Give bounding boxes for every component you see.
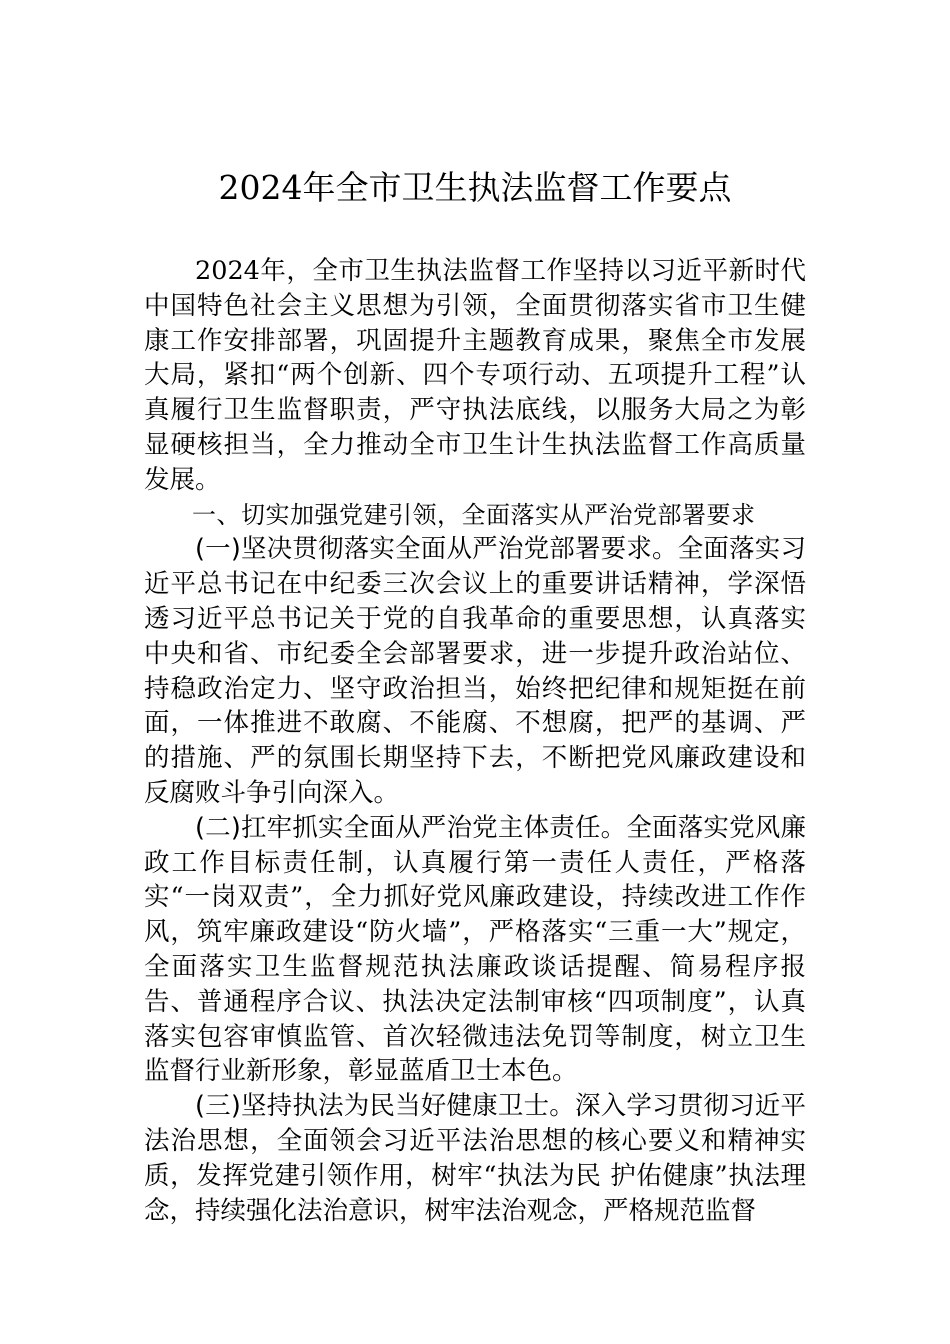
document-body (144, 254, 806, 1228)
item-paragraph-3 (144, 1089, 806, 1228)
item-lead-2: (二)扛牢抓实全面从严治党主体责任。 (195, 812, 627, 843)
item-paragraph-1 (144, 532, 806, 810)
item-paragraph-2 (144, 811, 806, 1089)
intro-paragraph: 2024年，全市卫生执法监督工作坚持以习近平新时代中国特色社会主义思想为引领，全面贯彻落实省市卫生健康工作安排部署，巩固提升主题教育成果，聚焦全市发展大局，紧扣“两个创新、四个专项行动、五项提升工程”认真履行卫生监督职责，严守执法底线，以服务大局之为彰显硬核担当，全力推动全市卫生计生执法监督工作高质量发展。 (144, 256, 806, 495)
item-text-3: 深入学习贯彻习近平法治思想，全面领会习近平法治思想的核心要义和精神实质，发挥党建引领作用，树牢“执法为民 护佑健康”执法理念，持续强化法治意识，树牢法治观念，严格规范监督 (144, 1091, 806, 1226)
document-title: 2024年全市卫生执法监督工作要点 (218, 168, 732, 207)
item-text-1: 全面落实习近平总书记在中纪委三次会议上的重要讲话精神，学深悟透习近平总书记关于党的自我革命的重要思想，认真落实中央和省、市纪委全会部署要求，进一步提升政治站位、持稳政治定力、坚守政治担当，始终把纪律和规矩挺在前面，一体推进不敢腐、不能腐、不想腐，把严的基调、严的措施、严的氛围长期坚持下去，不断把党风廉政建设和反腐败斗争引向深入。 (144, 534, 806, 808)
item-lead-3: (三)坚持执法为民当好健康卫士。 (195, 1091, 575, 1122)
item-text-2: 全面落实党风廉政工作目标责任制，认真履行第一责任人责任，严格落实“一岗双责”，全力抓好党风廉政建设，持续改进工作作风，筑牢廉政建设“防火墙”，严格落实“三重一大”规定，全面落实卫生监督规范执法廉政谈话提醒、简易程序报告、普通程序合议、执法决定法制审核“四项制度”，认真落实包容审慎监管、首次轻微违法免罚等制度，树立卫生监督行业新形象，彰显蓝盾卫士本色。 (144, 812, 806, 1087)
section-heading: 一、切实加强党建引领，全面落实从严治党部署要求 (192, 500, 756, 529)
item-lead-1: (一)坚决贯彻落实全面从严治党部署要求。 (195, 534, 678, 565)
